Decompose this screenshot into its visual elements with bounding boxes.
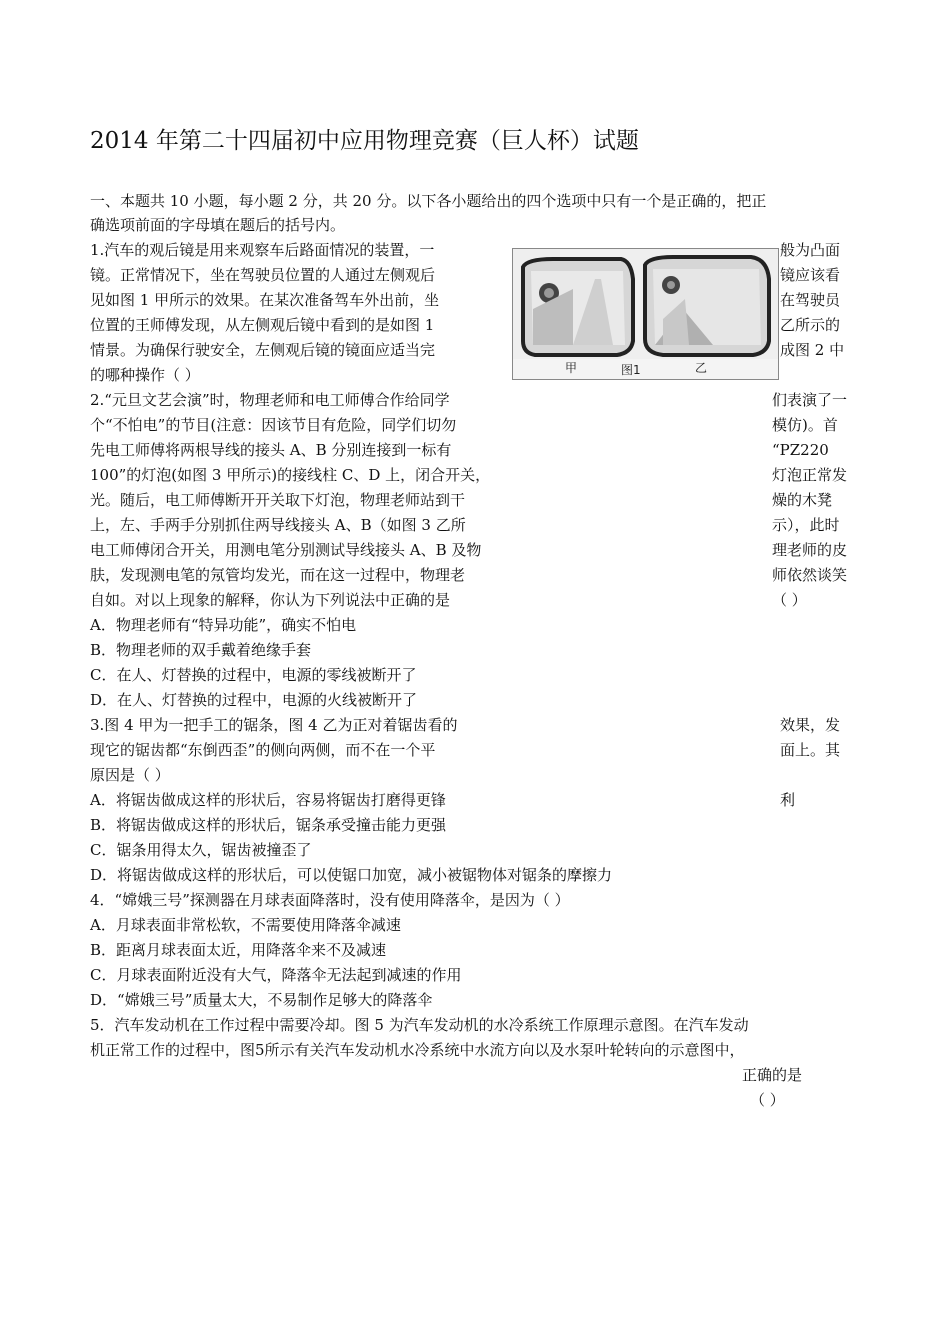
q3-line-tail: 效果，发 — [780, 716, 841, 734]
q2-line: 电工师傅闭合开关，用测电笔分别测试导线接头 A、B 及物 — [90, 541, 482, 559]
q1-line: 见如图 1 甲所示的效果。在某次准备驾车外出前，坐 — [90, 291, 440, 309]
q2-line: 上，左、手两手分别抓住两导线接头 A、B（如图 3 乙所 — [90, 516, 466, 534]
page-title: 2014 年第二十四届初中应用物理竞赛（巨人杯）试题 — [90, 128, 639, 154]
q2-option-a: A．物理老师有“特异功能”，确实不怕电 — [90, 616, 357, 634]
q5-line-2: 机正常工作的过程中，图5所示有关汽车发动机水冷系统中水流方向以及水泵叶轮转向的示意图中， — [90, 1041, 745, 1059]
q3-line: 原因是（ ） — [90, 766, 170, 784]
q1-line-tail: 般为凸面 — [780, 241, 841, 259]
q2-option-b: B．物理老师的双手戴着绝缘手套 — [90, 641, 312, 659]
q2-line-tail: 们表演了一 — [772, 391, 848, 409]
q1-line-tail: 乙所示的 — [780, 316, 841, 334]
q2-line: 光。随后，电工师傅断开开关取下灯泡，物理老师站到干 — [90, 491, 466, 509]
q4-option-a: A．月球表面非常松软，不需要使用降落伞减速 — [90, 916, 401, 934]
q5-line-1: 5．汽车发动机在工作过程中需要冷却。图 5 为汽车发动机的水冷系统工作原理示意图。在汽车发动 — [90, 1016, 749, 1034]
q2-line-tail: 灯泡正常发 — [772, 466, 848, 484]
q2-line: 个“不怕电”的节目(注意：因该节目有危险，同学们切勿 — [90, 416, 457, 434]
q2-line-tail: 燥的木凳 — [772, 491, 833, 509]
q5-line-3: 正确的是 — [742, 1066, 803, 1084]
q3-line: 3.图 4 甲为一把手工的锯条，图 4 乙为正对着锯齿看的 — [90, 716, 458, 734]
q4-option-c: C．月球表面附近没有大气，降落伞无法起到减速的作用 — [90, 966, 462, 984]
q1-line: 情景。为确保行驶安全，左侧观后镜的镜面应适当完 — [90, 341, 436, 359]
q2-line: 2.“元旦文艺会演”时，物理老师和电工师傅合作给同学 — [90, 391, 450, 409]
figure-1-label-yi: 乙 — [695, 361, 708, 375]
q3-line: 现它的锯齿都“东倒西歪”的侧向两侧，而不在一个平 — [90, 741, 436, 759]
figure-1-rearview-mirrors — [512, 248, 779, 380]
q5-answer-bracket: （ ） — [750, 1091, 785, 1109]
q2-line: 先电工师傅将两根导线的接头 A、B 分别连接到一标有 — [90, 441, 452, 459]
figure-1-caption: 图1 — [621, 363, 641, 377]
section-instructions-line-2: 确选项前面的字母填在题后的括号内。 — [90, 216, 346, 234]
q4-stem: 4．“嫦娥三号”探测器在月球表面降落时，没有使用降落伞，是因为（ ） — [90, 891, 570, 909]
q2-line-tail: 师依然谈笑 — [772, 566, 848, 584]
q2-option-d: D．在人、灯替换的过程中，电源的火线被断开了 — [90, 691, 418, 709]
q1-line: 1.汽车的观后镜是用来观察车后路面情况的装置，一 — [90, 241, 435, 259]
q1-line-tail: 镜应该看 — [780, 266, 841, 284]
q2-line-tail: “PZ220 — [772, 441, 829, 459]
q2-answer-bracket: （ ） — [772, 591, 807, 609]
q2-option-c: C．在人、灯替换的过程中，电源的零线被断开了 — [90, 666, 417, 684]
q1-line: 镜。正常情况下，坐在驾驶员位置的人通过左侧观后 — [90, 266, 436, 284]
q3-option-b: B．将锯齿做成这样的形状后，锯条承受撞击能力更强 — [90, 816, 447, 834]
section-instructions-line-1: 一、本题共 10 小题，每小题 2 分，共 20 分。以下各小题给出的四个选项中只有一个是正确的，把正 — [90, 192, 767, 210]
q4-option-b: B．距离月球表面太近，用降落伞来不及减速 — [90, 941, 387, 959]
figure-1-label-jia: 甲 — [565, 361, 578, 375]
mirror-photo-icon — [513, 249, 778, 379]
q3-option-c: C．锯条用得太久，锯齿被撞歪了 — [90, 841, 312, 859]
q2-line-tail: 理老师的皮 — [772, 541, 848, 559]
q3-option-a: A．将锯齿做成这样的形状后，容易将锯齿打磨得更锋 — [90, 791, 446, 809]
q3-option-a-tail: 利 — [780, 791, 796, 809]
q2-line: 100”的灯泡(如图 3 甲所示)的接线柱 C、D 上，闭合开关， — [90, 466, 491, 484]
q4-option-d: D．“嫦娥三号”质量太大，不易制作足够大的降落伞 — [90, 991, 433, 1009]
q1-line-tail: 成图 2 中 — [780, 341, 845, 359]
q1-line-tail: 在驾驶员 — [780, 291, 841, 309]
q3-option-d: D．将锯齿做成这样的形状后，可以使锯口加宽，减小被锯物体对锯条的摩擦力 — [90, 866, 613, 884]
q1-line: 的哪种操作（ ） — [90, 366, 200, 384]
q3-line-tail: 面上。其 — [780, 741, 841, 759]
q2-line: 自如。对以上现象的解释，你认为下列说法中正确的是 — [90, 591, 451, 609]
q2-line: 肤，发现测电笔的氖管均发光，而在这一过程中，物理老 — [90, 566, 466, 584]
q1-line: 位置的王师傅发现，从左侧观后镜中看到的是如图 1 — [90, 316, 435, 334]
q2-line-tail: 模仿)。首 — [772, 416, 838, 434]
q2-line-tail: 示），此时 — [772, 516, 840, 534]
